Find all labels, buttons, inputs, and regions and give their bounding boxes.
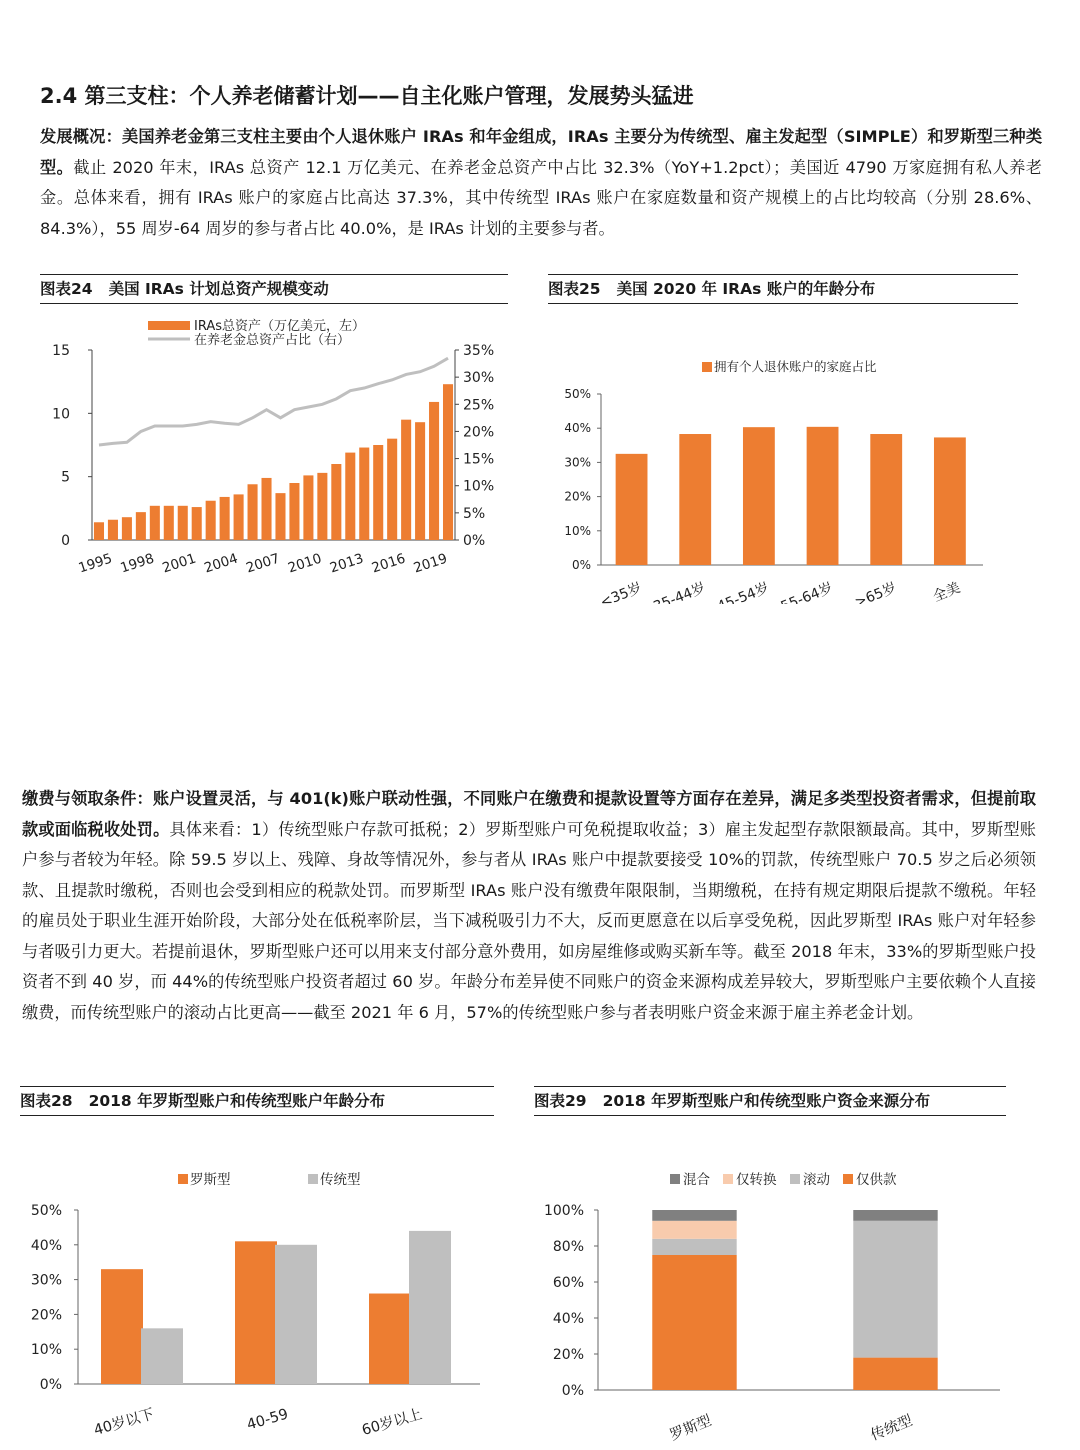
chart24-bar (415, 422, 425, 540)
chart29-legend-label: 仅转换 (736, 1172, 777, 1188)
chart24-y2-tick-label: 20% (463, 424, 495, 441)
chart24-bar (234, 494, 244, 540)
chart24-bar (150, 506, 160, 540)
chart24-bar (401, 420, 411, 540)
chart28-header (20, 1086, 494, 1116)
chart24-bar (178, 506, 188, 540)
chart28-number: 图表28 (20, 1092, 73, 1110)
chart24-y2-tick-label: 15% (463, 451, 495, 468)
section-title-text: 第三支柱：个人养老储蓄计划——自主化账户管理，发展势头猛进 (84, 84, 694, 108)
chart28-legend-swatch-traditional (308, 1174, 318, 1184)
chart24-bar (220, 497, 230, 540)
chart25-number: 图表25 (548, 280, 601, 298)
chart25-x-tick-label: <35岁 (597, 579, 645, 604)
chart24-y2-tick-label: 35% (463, 343, 495, 359)
paragraph2-lead: 缴费与领取条件： (22, 789, 153, 808)
section-title (40, 82, 1040, 110)
chart24-x-tick-label: 1998 (118, 550, 157, 577)
chart29-bar-segment (853, 1221, 937, 1358)
chart28-x-tick-label: 40岁以下 (92, 1406, 157, 1439)
chart24-x-tick-label: 1995 (76, 550, 115, 577)
chart24-bar (275, 493, 285, 540)
chart29-y-tick-label: 0% (561, 1383, 584, 1399)
chart29-x-tick-label: 传统型 (868, 1412, 915, 1445)
paragraph-body: 截止 2020 年末，IRAs 总资产 12.1 万亿美元、在养老金总资产中占比 32.3%（YoY+1.2pct）；美国近 4790 万家庭拥有私人养老金。总体来看，拥有 IRAs 账户的家庭占比高达 37.3%，其中传统型 IRAs 账户在家庭数量和资产规模上的占比均较高（分别 28.6%、84.3%），55 周岁-64 周岁的参与者占比 40.0%，是 IRAs 计划的主要参与者。 (40, 157, 1042, 238)
chart29-y-tick-label: 100% (543, 1203, 584, 1219)
chart25-y-tick-label: 20% (564, 489, 591, 504)
chart28-x-tick-label: 40-59 (245, 1406, 291, 1434)
chart25-legend-swatch (702, 362, 712, 372)
chart29-legend-swatch (723, 1174, 733, 1184)
chart25-y-tick-label: 0% (571, 558, 591, 572)
chart24-svg (40, 304, 508, 594)
chart29-x-tick-label: 罗斯型 (667, 1412, 714, 1445)
chart25-bar (743, 427, 775, 565)
chart29-svg (534, 1116, 1006, 1446)
chart25-x-tick-label: 35-44岁 (651, 579, 708, 604)
chart25-bar (807, 427, 839, 565)
paragraph-overview (40, 122, 1042, 244)
chart24-header (40, 274, 508, 304)
chart24-x-tick-label: 2001 (160, 550, 198, 577)
chart28-title: 2018 年罗斯型账户和传统型账户年龄分布 (88, 1092, 386, 1110)
chart29-legend-swatch (670, 1174, 680, 1184)
chart29-y-tick-label: 60% (552, 1275, 584, 1291)
chart24-bar (261, 478, 271, 540)
chart25-title: 美国 2020 年 IRAs 账户的年龄分布 (616, 280, 876, 298)
chart24-y-tick-label: 15 (52, 343, 70, 359)
chart28-bar (275, 1245, 317, 1384)
chart29-legend-label: 仅供款 (856, 1172, 897, 1188)
chart29-title: 2018 年罗斯型账户和传统型账户资金来源分布 (602, 1092, 931, 1110)
chart28-bar (141, 1328, 183, 1384)
chart28-bar (235, 1241, 277, 1384)
chart24-bar (359, 448, 369, 540)
chart29-legend-label: 混合 (683, 1172, 710, 1188)
chart24-x-tick-label: 2004 (202, 550, 240, 577)
chart25-header (548, 274, 1018, 304)
chart25-bar (870, 434, 902, 565)
chart24-bar (289, 483, 299, 540)
chart28-container (20, 1086, 494, 1450)
chart29-legend-label: 滚动 (803, 1172, 830, 1188)
chart25-bar (934, 437, 966, 565)
chart29-y-tick-label: 20% (552, 1347, 584, 1363)
chart29-bar-segment (853, 1210, 937, 1221)
chart24-title: 美国 IRAs 计划总资产规模变动 (108, 280, 329, 298)
paragraph-contribution (22, 784, 1036, 1028)
chart29-bar-segment (652, 1221, 736, 1239)
chart24-bar (192, 507, 202, 540)
chart29-bar-segment (652, 1239, 736, 1255)
chart24-bar (387, 439, 397, 540)
paragraph2-body: 具体来看：1）传统型账户存款可抵税；2）罗斯型账户可免税提取收益；3）雇主发起型存款限额最高。其中，罗斯型账户参与者较为年轻。除 59.5 岁以上、残障、身故等情况外，参与者从 IRAs 账户中提款要接受 10%的罚款，传统型账户 70.5 岁之后必须领款、且提款时缴税，否则也会受到相应的税款处罚。而罗斯型 IRAs 账户没有缴费年限限制，当期缴税，在持有规定期限后提款不缴税。年轻的雇员处于职业生涯开始阶段，大部分处在低税率阶层，当下减税吸引力不大，反而更愿意在以后享受免税，因此罗斯型 IRAs 账户对年轻参与者吸引力更大。若提前退休，罗斯型账户还可以用来支付部分意外费用，如房屋维修或购买新车等。截至 2018 年末，33%的罗斯型账户投资者不到 40 岁，而 44%的传统型账户投资者超过 60 岁。年龄分布差异使不同账户的资金来源构成差异较大，罗斯型账户主要依赖个人直接缴费，而传统型账户的滚动占比更高——截至 2021 年 6 月，57%的传统型账户参与者表明账户资金来源于雇主养老金计划。 (22, 819, 1036, 1022)
chart29-bar-segment (853, 1358, 937, 1390)
chart24-x-tick-label: 2010 (286, 550, 324, 577)
chart24-legend-swatch-assets (148, 321, 190, 330)
chart25-y-tick-label: 40% (564, 421, 591, 436)
chart24-bar (317, 473, 327, 540)
chart25-y-tick-label: 30% (564, 455, 591, 470)
chart24-bar (345, 453, 355, 540)
paragraph-lead-bold: 美国养老金第三支柱主要由个人退休账户 IRAs 和年金组成，IRAs 主要分为传统型、雇主发起型（SIMPLE）和罗斯型三种类型。 (40, 127, 1043, 177)
chart28-legend-swatch-roth (178, 1174, 188, 1184)
chart29-legend-swatch (790, 1174, 800, 1184)
chart24-y-tick-label: 0 (61, 533, 70, 549)
chart24-container (40, 274, 508, 598)
chart24-bar (443, 384, 453, 540)
paragraph2-lead-bold: 账户设置灵活，与 401(k)账户联动性强，不同账户在缴费和提款设置等方面存在差异，满足多类型投资者需求，但提前取款或面临税收处罚。 (22, 789, 1036, 839)
chart25-svg (548, 304, 1018, 604)
chart28-bar (409, 1231, 451, 1384)
chart24-y-tick-label: 5 (61, 469, 70, 486)
chart28-y-tick-label: 0% (39, 1377, 62, 1393)
chart25-y-tick-label: 50% (564, 387, 591, 401)
chart28-y-tick-label: 30% (30, 1272, 62, 1289)
chart28-bar (369, 1294, 411, 1384)
chart24-y2-tick-label: 25% (463, 397, 495, 414)
chart24-bar (164, 506, 174, 540)
chart24-bar (303, 475, 313, 540)
chart24-y2-tick-label: 10% (463, 478, 495, 495)
chart29-container (534, 1086, 1006, 1450)
chart24-legend-label: IRAs总资产（万亿美元，左） (194, 319, 366, 334)
chart25-bar (616, 454, 648, 565)
chart24-legend-label: 在养老金总资产占比（右） (194, 333, 351, 348)
chart29-bar-segment (652, 1210, 736, 1221)
chart24-y-tick-label: 10 (52, 406, 70, 423)
chart25-x-tick-label: 全美 (930, 579, 963, 604)
paragraph-lead: 发展概况： (40, 127, 122, 146)
chart24-y2-tick-label: 5% (463, 505, 486, 522)
chart24-x-tick-label: 2013 (327, 550, 366, 577)
chart25-bar (679, 434, 711, 565)
chart28-bar (101, 1269, 143, 1384)
chart24-share-line (99, 358, 448, 445)
chart29-number: 图表29 (534, 1092, 587, 1110)
chart25-container (548, 274, 1018, 608)
chart24-x-tick-label: 2019 (411, 550, 450, 577)
chart24-x-tick-label: 2007 (244, 550, 282, 577)
chart28-y-tick-label: 20% (30, 1307, 62, 1324)
chart28-y-tick-label: 10% (30, 1342, 62, 1359)
chart28-y-tick-label: 40% (30, 1237, 62, 1254)
chart29-header (534, 1086, 1006, 1116)
chart29-bar-segment (652, 1255, 736, 1390)
chart24-number: 图表24 (40, 280, 93, 298)
chart24-bar (248, 484, 258, 540)
chart28-legend-label: 罗斯型 (190, 1172, 231, 1188)
chart24-bar (122, 517, 132, 540)
chart24-bar (206, 501, 216, 540)
chart24-x-tick-label: 2016 (369, 550, 408, 577)
chart25-x-tick-label: 45-54岁 (714, 579, 772, 604)
chart28-y-tick-label: 50% (30, 1203, 62, 1219)
chart24-bar (373, 445, 383, 540)
chart24-bar (429, 402, 439, 540)
section-number: 2.4 (40, 84, 78, 108)
chart28-legend-label: 传统型 (320, 1172, 361, 1188)
chart24-y2-tick-label: 30% (463, 370, 495, 387)
chart29-y-tick-label: 40% (552, 1311, 584, 1327)
chart25-x-tick-label: 55-64岁 (778, 579, 836, 604)
chart25-y-tick-label: 10% (564, 523, 591, 538)
chart25-x-tick-label: >65岁 (852, 579, 899, 604)
chart24-bar (136, 512, 146, 540)
chart29-legend-swatch (843, 1174, 853, 1184)
chart25-legend-label: 拥有个人退休账户的家庭占比 (714, 359, 877, 374)
chart24-y2-tick-label: 0% (463, 533, 486, 549)
chart28-x-tick-label: 60岁以上 (360, 1406, 425, 1439)
chart24-bar (94, 522, 104, 540)
chart24-bar (108, 520, 118, 540)
chart29-y-tick-label: 80% (552, 1239, 584, 1255)
chart24-bar (331, 464, 341, 540)
chart28-svg (20, 1116, 494, 1446)
